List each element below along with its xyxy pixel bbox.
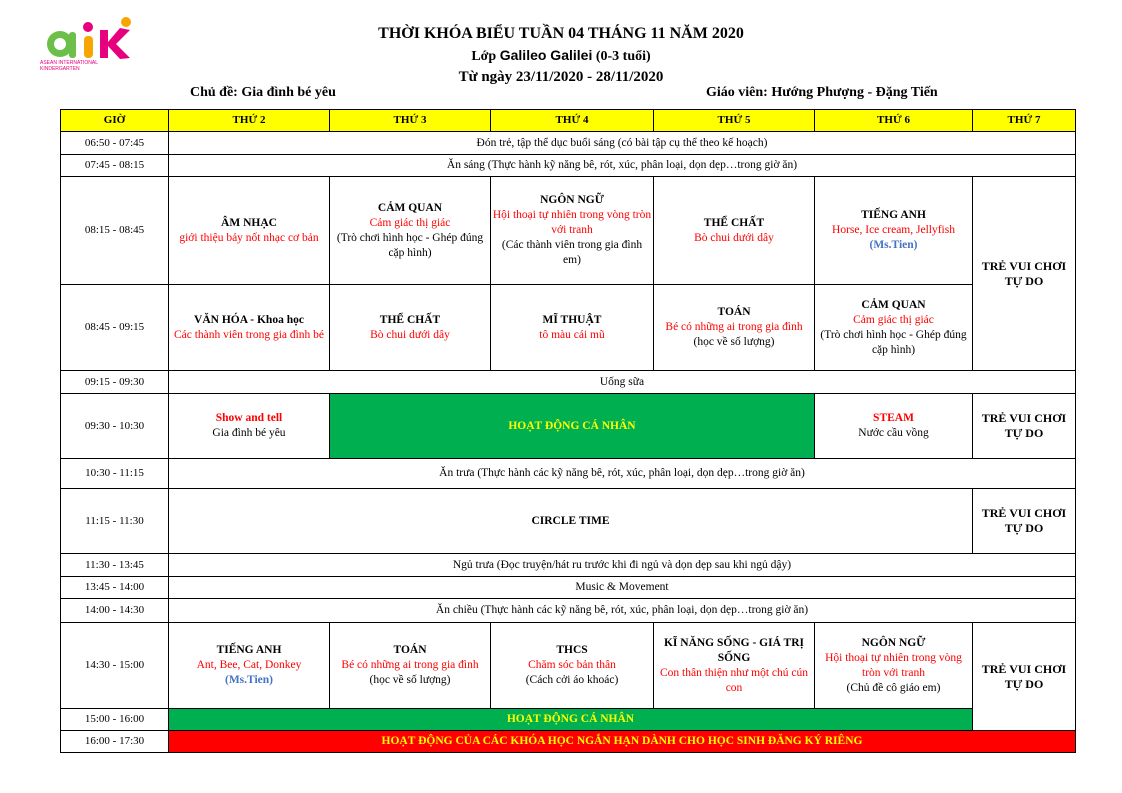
lesson-subject: CẢM QUAN xyxy=(377,201,443,214)
time-cell: 08:15 - 08:45 xyxy=(61,177,169,285)
col-thu: THỨ 5 xyxy=(654,110,815,132)
lesson-subject: KĨ NĂNG SỐNG - GIÁ TRỊ SỐNG xyxy=(663,636,805,664)
lesson-cell xyxy=(169,285,330,371)
table-row xyxy=(61,554,1076,577)
class-age: (0-3 tuổi) xyxy=(595,49,651,64)
table-row xyxy=(61,132,1076,155)
lesson-subject: TOÁN xyxy=(717,306,751,318)
individual-activity-cell: HOẠT ĐỘNG CÁ NHÂN xyxy=(169,709,973,731)
lesson-topic: Bò chui dưới dây xyxy=(370,328,450,341)
welcome-cell: Đón trẻ, tập thể dục buổi sáng (có bài tập cụ thể theo kế hoạch) xyxy=(169,132,1076,155)
time-cell: 08:45 - 09:15 xyxy=(61,285,169,371)
col-tue: THỨ 3 xyxy=(330,110,491,132)
lesson-subject: CẢM QUAN xyxy=(861,298,926,311)
lesson-cell xyxy=(491,285,654,371)
lesson-topic: Hội thoại tự nhiên trong vòng tròn với tranh xyxy=(825,651,962,679)
lesson-cell xyxy=(330,285,491,371)
lesson-cell xyxy=(491,177,654,285)
time-cell: 13:45 - 14:00 xyxy=(61,577,169,599)
lesson-topic: Chăm sóc bản thân xyxy=(528,659,616,671)
col-mon: THỨ 2 xyxy=(169,110,330,132)
lesson-topic: giới thiệu bảy nốt nhạc cơ bản xyxy=(179,231,319,244)
class-name: Galileo Galilei xyxy=(499,47,593,63)
lesson-subject: THỂ CHẤT xyxy=(379,313,441,326)
table-row xyxy=(61,709,1076,731)
time-cell: 09:15 - 09:30 xyxy=(61,371,169,394)
lesson-cell xyxy=(654,285,815,371)
lesson-note: (Trò chơi hình học - Ghép đúng cặp hình) xyxy=(336,231,484,259)
time-cell: 10:30 - 11:15 xyxy=(61,459,169,489)
time-cell: 11:30 - 13:45 xyxy=(61,554,169,577)
col-wed: THỨ 4 xyxy=(491,110,654,132)
lesson-topic: Bò chui dưới dây xyxy=(694,231,774,244)
logo-caption-1: ASEAN INTERNATIONAL xyxy=(40,60,98,66)
lesson-subject: ÂM NHẠC xyxy=(221,216,277,229)
lesson-subject: TIẾNG ANH xyxy=(216,644,282,656)
school-logo xyxy=(40,14,140,76)
lesson-topic: Cảm giác thị giác xyxy=(369,216,451,229)
table-row xyxy=(61,731,1076,753)
lesson-subject: THCS xyxy=(556,644,588,656)
lesson-note: (Trò chơi hình học - Ghép đúng cặp hình) xyxy=(820,328,967,356)
lesson-subject: NGÔN NGỮ xyxy=(861,636,926,649)
class-prefix: Lớp xyxy=(471,49,497,64)
time-cell: 07:45 - 08:15 xyxy=(61,155,169,177)
lesson-topic: Cảm giác thị giác xyxy=(853,313,934,326)
lesson-topic: Các thành viên trong gia đình bé xyxy=(173,328,325,341)
theme-label: Chủ đề: Gia đình bé yêu xyxy=(190,85,336,100)
lesson-subject: NGÔN NGỮ xyxy=(540,194,604,206)
lesson-cell xyxy=(815,285,973,371)
time-cell: 14:00 - 14:30 xyxy=(61,599,169,623)
lesson-subject: VĂN HÓA - Khoa học xyxy=(194,313,304,326)
lesson-cell xyxy=(169,394,330,459)
time-cell: 09:30 - 10:30 xyxy=(61,394,169,459)
time-cell: 11:15 - 11:30 xyxy=(61,489,169,554)
table-row xyxy=(61,459,1076,489)
lesson-note: (học về số lượng) xyxy=(369,674,451,686)
lesson-topic: Ant, Bee, Cat, Donkey xyxy=(196,659,302,671)
col-fri: THỨ 6 xyxy=(815,110,973,132)
lesson-topic: tô màu cái mũ xyxy=(539,328,605,341)
snack-cell: Ăn chiều (Thực hành các kỹ năng bê, rót, xúc, phân loại, dọn dẹp…trong giờ ăn) xyxy=(169,599,1076,623)
logo-caption-2: KINDERGARTEN xyxy=(40,66,80,72)
table-row xyxy=(61,577,1076,599)
lesson-cell xyxy=(169,177,330,285)
free-play-cell: TRẺ VUI CHƠI TỰ DO xyxy=(973,489,1076,554)
schedule-title: THỜI KHÓA BIỂU TUẦN 04 THÁNG 11 NĂM 2020 xyxy=(378,25,744,42)
table-row xyxy=(61,177,1076,285)
lesson-note: (Cách cởi áo khoác) xyxy=(525,674,619,686)
table-row xyxy=(61,623,1076,709)
col-sat: THỨ 7 xyxy=(973,110,1076,132)
lesson-teacher: (Ms.Tien) xyxy=(224,674,274,686)
time-cell: 16:00 - 17:30 xyxy=(61,731,169,753)
milk-cell: Uống sữa xyxy=(169,371,1076,394)
time-cell: 15:00 - 16:00 xyxy=(61,709,169,731)
lesson-cell xyxy=(330,623,491,709)
lesson-note: (Các thành viên trong gia đình em) xyxy=(501,239,643,266)
lesson-teacher: (Ms.Tien) xyxy=(869,239,918,251)
lesson-cell xyxy=(330,177,491,285)
lesson-topic: Hội thoại tự nhiên trong vòng tròn với tranh xyxy=(492,209,652,236)
table-row xyxy=(61,371,1076,394)
individual-activity-cell: HOẠT ĐỘNG CÁ NHÂN xyxy=(330,394,815,459)
lesson-cell xyxy=(654,623,815,709)
lesson-note: (học về số lượng) xyxy=(693,336,775,348)
circle-time-cell: CIRCLE TIME xyxy=(169,489,973,554)
lesson-note: Gia đình bé yêu xyxy=(212,427,286,439)
lesson-note: Nước cầu vồng xyxy=(858,427,929,439)
lesson-topic: Con thân thiện như một chú cún con xyxy=(659,666,809,694)
time-cell: 06:50 - 07:45 xyxy=(61,132,169,155)
free-play-cell: TRẺ VUI CHƠI TỰ DO xyxy=(973,177,1076,371)
table-row xyxy=(61,489,1076,554)
lesson-subject: TIẾNG ANH xyxy=(861,209,926,221)
music-cell: Music & Movement xyxy=(169,577,1076,599)
table-row xyxy=(61,155,1076,177)
table-row xyxy=(61,394,1076,459)
table-row xyxy=(61,285,1076,371)
lesson-cell xyxy=(654,177,815,285)
lesson-subject: THỂ CHẤT xyxy=(703,216,765,229)
lesson-subject: Show and tell xyxy=(215,412,283,424)
nap-cell: Ngủ trưa (Đọc truyện/hát ru trước khi đi ngủ và dọn dẹp sau khi ngủ dậy) xyxy=(169,554,1076,577)
lesson-subject: STEAM xyxy=(873,412,914,424)
col-time: GIỜ xyxy=(61,110,169,132)
lesson-cell xyxy=(491,623,654,709)
table-row xyxy=(61,599,1076,623)
schedule-table xyxy=(60,109,1076,753)
lesson-topic: Horse, Ice cream, Jellyfish xyxy=(832,224,955,236)
lunch-cell: Ăn trưa (Thực hành các kỹ năng bê, rót, xúc, phân loại, dọn dẹp…trong giờ ăn) xyxy=(169,459,1076,489)
lesson-subject: MĨ THUẬT xyxy=(542,313,602,326)
lesson-subject: TOÁN xyxy=(393,644,427,656)
lesson-topic: Bé có những ai trong gia đình xyxy=(341,659,479,671)
lesson-topic: Bé có những ai trong gia đình xyxy=(665,321,803,333)
header-row xyxy=(61,110,1076,132)
lesson-cell xyxy=(815,177,973,285)
time-cell: 14:30 - 15:00 xyxy=(61,623,169,709)
lesson-cell xyxy=(169,623,330,709)
lesson-cell xyxy=(815,623,973,709)
lesson-note: (Chủ đề cô giáo em) xyxy=(846,681,941,694)
class-line xyxy=(0,47,1122,65)
breakfast-cell: Ăn sáng (Thực hành kỹ năng bê, rót, xúc, phân loại, dọn dẹp…trong giờ ăn) xyxy=(169,155,1076,177)
short-courses-cell: HOẠT ĐỘNG CỦA CÁC KHÓA HỌC NGẮN HẠN DÀNH CHO HỌC SINH ĐĂNG KÝ RIÊNG xyxy=(169,731,1076,753)
date-range: Từ ngày 23/11/2020 - 28/11/2020 xyxy=(458,69,664,85)
lesson-cell xyxy=(815,394,973,459)
free-play-cell: TRẺ VUI CHƠI TỰ DO xyxy=(973,623,1076,731)
teachers-label: Giáo viên: Hướng Phượng - Đặng Tiến xyxy=(706,85,938,100)
free-play-cell: TRẺ VUI CHƠI TỰ DO xyxy=(973,394,1076,459)
